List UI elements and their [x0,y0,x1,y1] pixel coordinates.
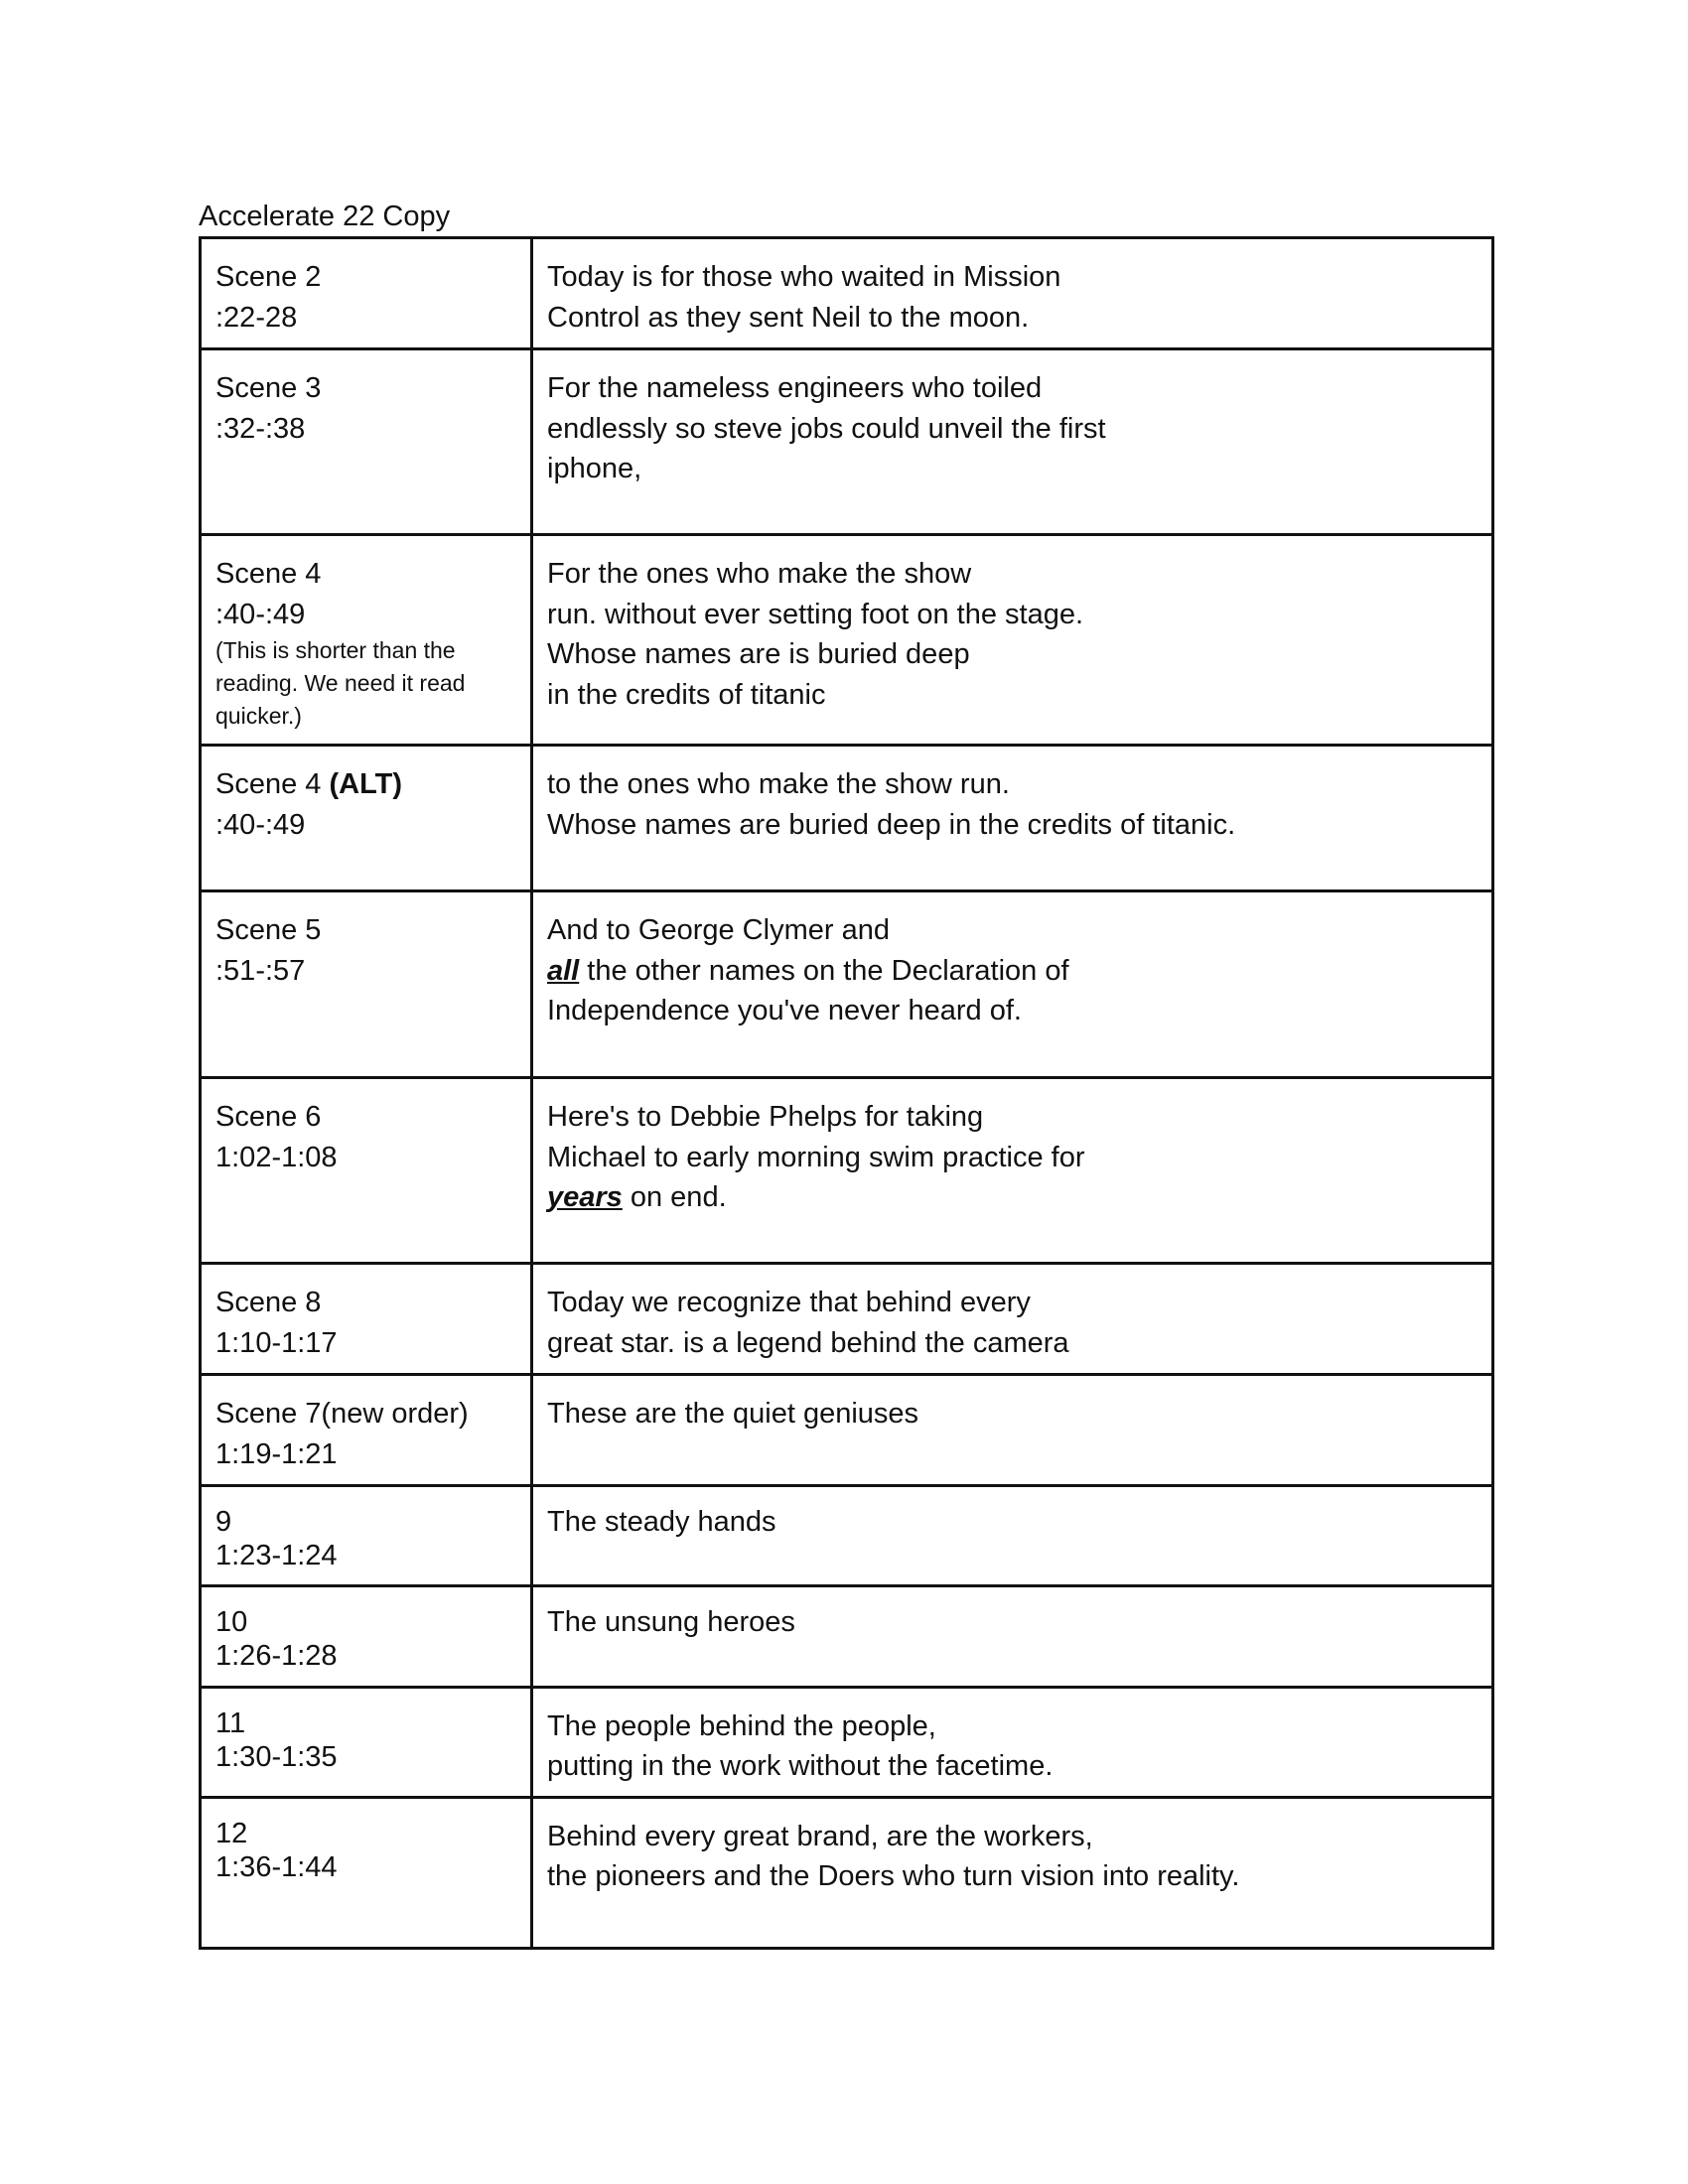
document-title: Accelerate 22 Copy [199,201,451,232]
copy-cell [532,1688,1493,1798]
copy-line [547,1177,1477,1218]
copy-line: The unsung heroes [547,1606,795,1638]
scene-time: 1:26-1:28 [215,1640,338,1672]
copy-cell [532,1078,1493,1264]
table-row [201,746,1493,891]
copy-cell [532,349,1493,535]
copy-line: These are the quiet geniuses [547,1398,919,1430]
copy-line: run. without ever setting foot on the stage. [547,598,1084,630]
table-row [201,349,1493,535]
scene-alt-tag: (ALT) [329,768,403,800]
scene-label: Scene 2 [215,261,322,293]
scene-time: 1:10-1:17 [215,1326,338,1359]
table-row [201,1078,1493,1264]
scene-time: :22-28 [215,301,298,334]
scene-label: Scene 3 [215,372,322,404]
copy-line: For the ones who make the show [547,558,972,590]
scene-cell [201,1586,532,1688]
scene-label: 11 [215,1707,246,1739]
scene-time: 1:19-1:21 [215,1437,338,1470]
table-row [201,238,1493,349]
copy-line: putting in the work without the facetime. [547,1750,1054,1782]
scene-cell [201,535,532,746]
copy-line: Whose names are buried deep in the credits of titanic. [547,808,1236,841]
table-row [201,1375,1493,1486]
copy-cell [532,1375,1493,1486]
copy-cell [532,1264,1493,1375]
copy-line: endlessly so steve jobs could unveil the first [547,412,1106,445]
scene-cell [201,1688,532,1798]
scene-cell [201,746,532,891]
scene-label: Scene 4 [215,558,322,590]
copy-line: Michael to early morning swim practice for [547,1141,1085,1173]
scene-cell [201,349,532,535]
scene-label: Scene 5 [215,914,322,946]
scene-label: Scene 6 [215,1101,322,1133]
copy-cell [532,1486,1493,1586]
copy-line [547,951,1477,992]
scene-time: 1:23-1:24 [215,1540,338,1571]
scene-cell [201,891,532,1078]
table-row [201,1798,1493,1949]
scene-time: :32-:38 [215,412,306,445]
copy-line-rest: on end. [622,1181,727,1213]
scene-time: 1:36-1:44 [215,1851,338,1883]
scene-cell [201,1486,532,1586]
copy-line: Behind every great brand, are the workers, [547,1821,1093,1852]
copy-line: The people behind the people, [547,1710,936,1742]
scene-time: :40-:49 [215,598,306,630]
scene-label: 10 [215,1606,248,1638]
scene-label-text: Scene 4 [215,768,322,800]
scene-cell [201,1264,532,1375]
copy-cell [532,1586,1493,1688]
copy-line: great star. is a legend behind the camera [547,1326,1069,1359]
scene-label: Scene 7(new order) [215,1398,469,1430]
emphasized-word: years [547,1181,623,1213]
copy-line: And to George Clymer and [547,914,890,946]
copy-line: in the credits of titanic [547,678,826,711]
emphasized-word: all [547,954,580,987]
scene-time: 1:30-1:35 [215,1741,338,1773]
scene-label [215,764,516,805]
scene-time: :51-:57 [215,954,306,987]
copy-line: to the ones who make the show run. [547,768,1010,800]
copy-cell [532,1798,1493,1949]
copy-line: Independence you've never heard of. [547,995,1022,1026]
copy-line: Today is for those who waited in Mission [547,261,1061,293]
scene-label: 12 [215,1818,248,1849]
table-row [201,1586,1493,1688]
table-row [201,1486,1493,1586]
table-row [201,1688,1493,1798]
scene-time: 1:02-1:08 [215,1141,338,1173]
copy-cell [532,746,1493,891]
copy-line: For the nameless engineers who toiled [547,372,1043,404]
scene-cell [201,238,532,349]
table-row [201,535,1493,746]
copy-line: Today we recognize that behind every [547,1287,1031,1318]
scene-label: Scene 8 [215,1287,322,1318]
copy-line: Control as they sent Neil to the moon. [547,301,1030,334]
scene-label: 9 [215,1506,232,1538]
copy-line: iphone, [547,453,642,484]
scene-cell [201,1798,532,1949]
table-row [201,891,1493,1078]
scene-note: (This is shorter than the reading. We need it read quicker.) [215,637,466,729]
copy-line: the pioneers and the Doers who turn vision into reality. [547,1860,1240,1892]
table-row [201,1264,1493,1375]
copy-line: Whose names are is buried deep [547,638,970,670]
scene-cell [201,1375,532,1486]
script-table [199,236,1494,1950]
copy-line: The steady hands [547,1506,776,1538]
copy-cell [532,535,1493,746]
copy-cell [532,891,1493,1078]
copy-line-rest: the other names on the Declaration of [579,954,1069,987]
copy-cell [532,238,1493,349]
scene-time: :40-:49 [215,808,306,841]
scene-cell [201,1078,532,1264]
copy-line: Here's to Debbie Phelps for taking [547,1101,984,1133]
